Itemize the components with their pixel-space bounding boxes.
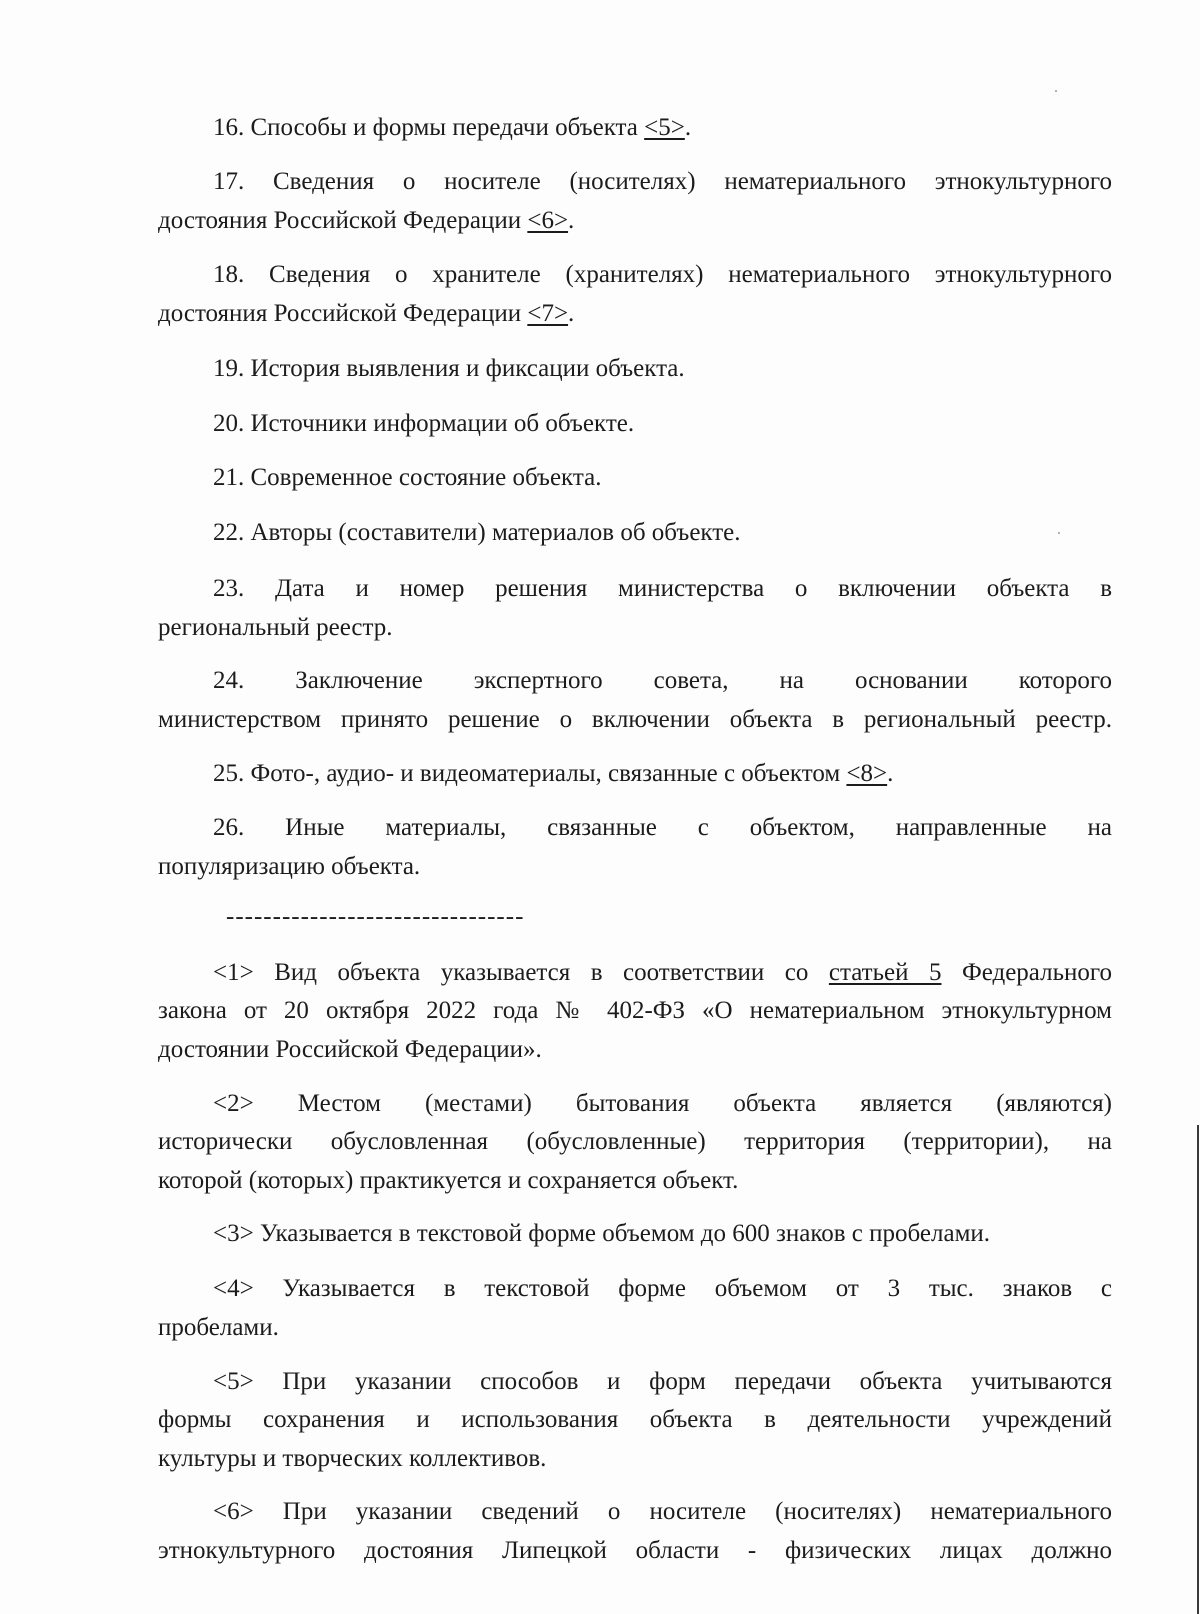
footnote-ref-8[interactable]: <8> bbox=[846, 760, 888, 787]
footnote-3: <3> Указывается в текстовой форме объемом до 600 знаков с пробелами. bbox=[213, 1220, 991, 1247]
list-item-26-line2: популяризацию объекта. bbox=[158, 853, 421, 880]
list-item-17-text: достояния Российской Федерации bbox=[158, 207, 528, 234]
footnote-6-line2: этнокультурного достояния Липецкой области - физических лицах должно bbox=[158, 1537, 1112, 1564]
footnote-4-line1: <4> Указывается в текстовой форме объемом от 3 тыс. знаков с bbox=[213, 1275, 1112, 1302]
footnote-2-line2: исторически обусловленная (обусловленные) территория (территории), на bbox=[158, 1128, 1112, 1155]
list-item-16-text: 16. Способы и формы передачи объекта bbox=[213, 114, 645, 141]
footnote-4-line2: пробелами. bbox=[158, 1314, 279, 1341]
list-item-25-tail: . bbox=[887, 760, 894, 787]
footnote-5-line3: культуры и творческих коллективов. bbox=[158, 1445, 547, 1472]
list-item-25-text: 25. Фото-, аудио- и видеоматериалы, связанные с объектом bbox=[213, 760, 847, 787]
list-item-25 bbox=[213, 759, 893, 789]
list-item-21: 21. Современное состояние объекта. bbox=[213, 464, 602, 491]
footnote-5-line1: <5> При указании способов и форм передачи объекта учитываются bbox=[213, 1368, 1112, 1395]
list-item-24-line2: министерством принято решение о включении объекта в региональный реестр. bbox=[158, 706, 1112, 733]
list-item-18-text: достояния Российской Федерации bbox=[158, 300, 528, 327]
list-item-18-line1: 18. Сведения о хранителе (хранителях) нематериального этнокультурного bbox=[213, 261, 1112, 288]
list-item-16-tail: . bbox=[684, 114, 692, 141]
footnote-6-line1: <6> При указании сведений о носителе (носителях) нематериального bbox=[213, 1498, 1112, 1525]
list-item-20: 20. Источники информации об объекте. bbox=[213, 410, 635, 437]
footnote-1-line3: достоянии Российской Федерации». bbox=[158, 1036, 542, 1063]
list-item-22: 22. Авторы (составители) материалов об объекте. bbox=[213, 519, 741, 546]
list-item-23-line1: 23. Дата и номер решения министерства о включении объекта в bbox=[213, 575, 1112, 602]
list-item-17-tail: . bbox=[568, 207, 575, 234]
list-item-19: 19. История выявления и фиксации объекта. bbox=[213, 355, 685, 382]
list-item-18-tail: . bbox=[568, 300, 575, 327]
footnote-ref-7[interactable]: <7> bbox=[527, 300, 569, 327]
article-5-link[interactable]: статьей 5 bbox=[828, 959, 942, 986]
footnote-1-text-end: Федерального bbox=[941, 959, 1112, 986]
list-item-18-line2 bbox=[158, 299, 574, 329]
footnote-2-line3: которой (которых) практикуется и сохраняется объект. bbox=[158, 1167, 739, 1194]
footnote-ref-5[interactable]: <5> bbox=[644, 114, 685, 141]
footnote-1-line1 bbox=[213, 958, 1112, 988]
footnote-1-text: <1> Вид объекта указывается в соответствии со bbox=[213, 959, 829, 986]
list-item-16 bbox=[213, 113, 691, 143]
list-item-23-line2: региональный реестр. bbox=[158, 614, 393, 641]
scan-edge-mark bbox=[1197, 1125, 1199, 1614]
footnote-separator: -------------------------------- bbox=[226, 903, 525, 930]
footnote-1-line2: закона от 20 октября 2022 года № 402-ФЗ «О нематериальном этнокультурном bbox=[158, 997, 1112, 1024]
scan-speck bbox=[1058, 532, 1060, 534]
footnote-5-line2: формы сохранения и использования объекта в деятельности учреждений bbox=[158, 1406, 1112, 1433]
scan-speck bbox=[1055, 90, 1057, 92]
list-item-17-line2 bbox=[158, 206, 574, 236]
footnote-ref-6[interactable]: <6> bbox=[527, 207, 569, 234]
list-item-17-line1: 17. Сведения о носителе (носителях) нематериального этнокультурного bbox=[213, 168, 1112, 195]
list-item-24-line1: 24. Заключение экспертного совета, на основании которого bbox=[213, 667, 1112, 694]
list-item-26-line1: 26. Иные материалы, связанные с объектом, направленные на bbox=[213, 814, 1112, 841]
footnote-2-line1: <2> Местом (местами) бытования объекта является (являются) bbox=[213, 1090, 1112, 1117]
